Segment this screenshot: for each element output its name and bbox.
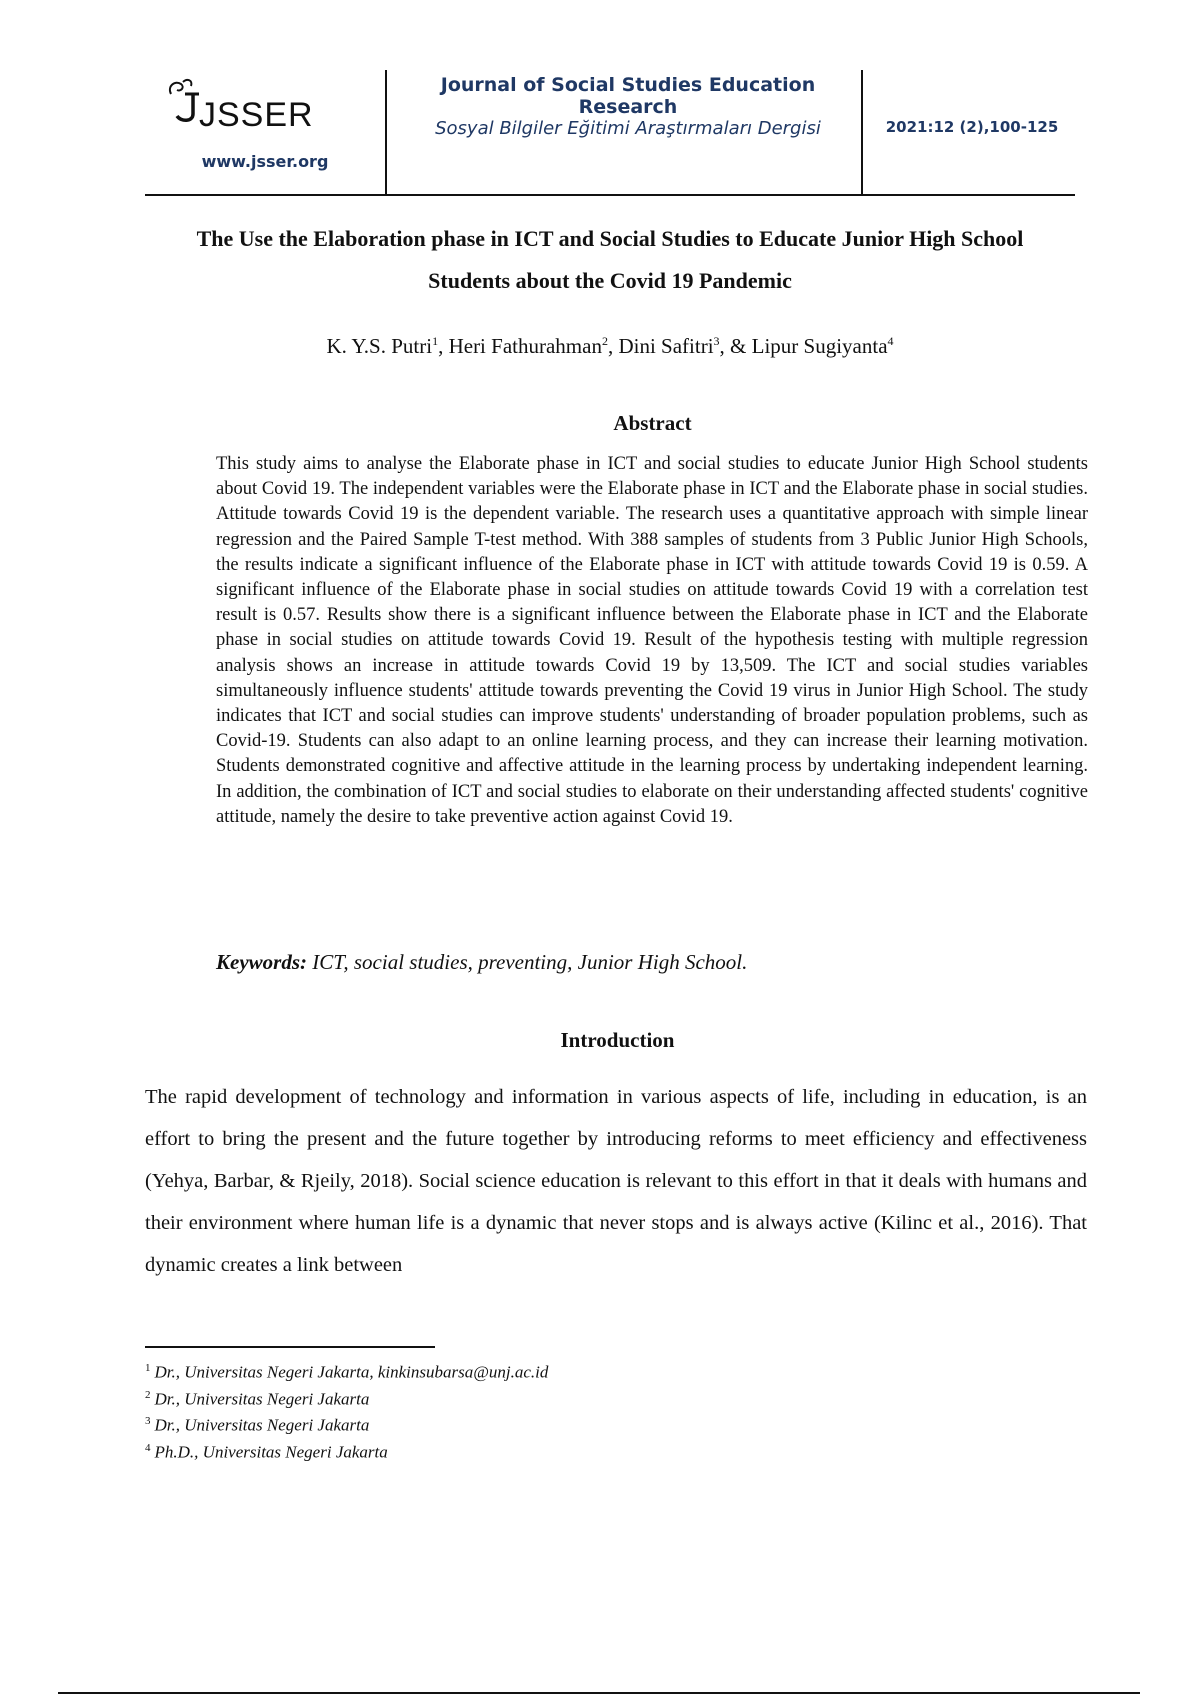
footnote bbox=[145, 1357, 845, 1384]
author-name: Lipur Sugiyanta bbox=[751, 334, 888, 358]
footnote bbox=[145, 1437, 845, 1464]
author-name: Heri Fathurahman bbox=[448, 334, 602, 358]
logo-swirl-icon bbox=[163, 76, 203, 124]
author-separator: , bbox=[607, 334, 619, 358]
paper-title bbox=[145, 218, 1075, 302]
author-affiliation-marker: 1 bbox=[432, 334, 439, 348]
footnote bbox=[145, 1384, 845, 1411]
author-separator: , & bbox=[719, 334, 752, 358]
header-divider bbox=[385, 70, 387, 194]
author-name: K. Y.S. Putri bbox=[326, 334, 433, 358]
footnote-marker: 4 bbox=[145, 1441, 151, 1454]
footnote-rule bbox=[145, 1346, 435, 1348]
footnotes bbox=[145, 1357, 845, 1464]
header-rule bbox=[145, 194, 1075, 196]
journal-subtitle: Sosyal Bilgiler Eğitimi Araştırmaları Dergisi bbox=[435, 118, 821, 139]
footnote bbox=[145, 1410, 845, 1437]
author-name: Dini Safitri bbox=[618, 334, 714, 358]
footnote-text: Dr., Universitas Negeri Jakarta bbox=[154, 1415, 370, 1435]
author-affiliation-marker: 3 bbox=[713, 334, 720, 348]
footnote-marker: 1 bbox=[145, 1362, 151, 1374]
footnote-marker: 2 bbox=[145, 1388, 151, 1401]
footnote-text: Dr., Universitas Negeri Jakarta bbox=[154, 1389, 370, 1409]
footnote-marker: 3 bbox=[145, 1415, 151, 1428]
footnote-text: Ph.D., Universitas Negeri Jakarta bbox=[154, 1442, 388, 1462]
introduction-body: The rapid development of technology and information in various aspects of life, including in education, is an effort to bring the present and the future together by introducing reforms to meet efficiency and effectiveness (Yehya, Barbar, & Rjeily, 2018). Social science education is relevant to this effort in that it deals with humans and their environment where human life is a dynamic that never stops and is always active (Kilinc et al., 2016). That dynamic creates a link between bbox=[145, 1086, 1087, 1276]
header-divider bbox=[861, 70, 863, 194]
footnote-text: Dr., Universitas Negeri Jakarta, kinkinsubarsa@unj.ac.id bbox=[154, 1362, 549, 1382]
abstract-body: This study aims to analyse the Elaborate phase in ICT and social studies to educate Junior High School students about Covid 19. The independent variables were the Elaborate phase in ICT and the Elaborate phase in social studies. Attitude towards Covid 19 is the dependent variable. The research uses a quantitative approach with simple linear regression and the Paired Sample T-test method. With 388 samples of students from 3 Public Junior High Schools, the results indicate a significant influence of the Elaborate phase in ICT with attitude towards Covid 19 is 0.59. A significant influence of the Elaborate phase in social studies on attitude towards Covid 19 with a correlation test result is 0.57. Results show there is a significant influence between the Elaborate phase in ICT and the Elaborate phase in social studies on attitude towards Covid 19. Result of the hypothesis testing with multiple regression analysis shows an increase in attitude towards Covid 19 by 13,509. The ICT and social studies variables simultaneously influence students' attitude towards preventing the Covid 19 virus in Junior High School. The study indicates that ICT and social studies can improve students' understanding of broader population problems, such as Covid-19. Students can also adapt to an online learning process, and they can increase their learning motivation. Students demonstrated cognitive and affective attitude in the learning process by undertaking independent learning. In addition, the combination of ICT and social studies to elaborate on their understanding affected students' cognitive attitude, namely the desire to take preventive action against Covid 19. bbox=[216, 454, 1088, 827]
journal-website-link[interactable]: www.jsser.org bbox=[201, 152, 329, 171]
author-separator: , bbox=[438, 334, 449, 358]
introduction-heading: Introduction bbox=[560, 1028, 675, 1052]
author-list bbox=[145, 334, 1075, 359]
keywords bbox=[216, 950, 1088, 975]
keywords-list: ICT, social studies, preventing, Junior High School. bbox=[312, 950, 748, 974]
author-affiliation-marker: 2 bbox=[601, 334, 608, 348]
logo-text: JSSER bbox=[199, 96, 314, 134]
page-bottom-rule bbox=[58, 1692, 1140, 1694]
abstract-heading: Abstract bbox=[613, 411, 692, 435]
journal-header bbox=[145, 70, 1075, 195]
keywords-label: Keywords: bbox=[216, 950, 307, 974]
journal-logo bbox=[163, 70, 363, 150]
issue-info: 2021:12 (2),100-125 bbox=[885, 118, 1059, 136]
paper-title-line: The Use the Elaboration phase in ICT and Social Studies to Educate Junior High School bbox=[196, 226, 1024, 251]
journal-title: Journal of Social Studies Education Research bbox=[440, 74, 816, 118]
paper-title-line: Students about the Covid 19 Pandemic bbox=[428, 268, 792, 293]
author-affiliation-marker: 4 bbox=[887, 334, 894, 348]
